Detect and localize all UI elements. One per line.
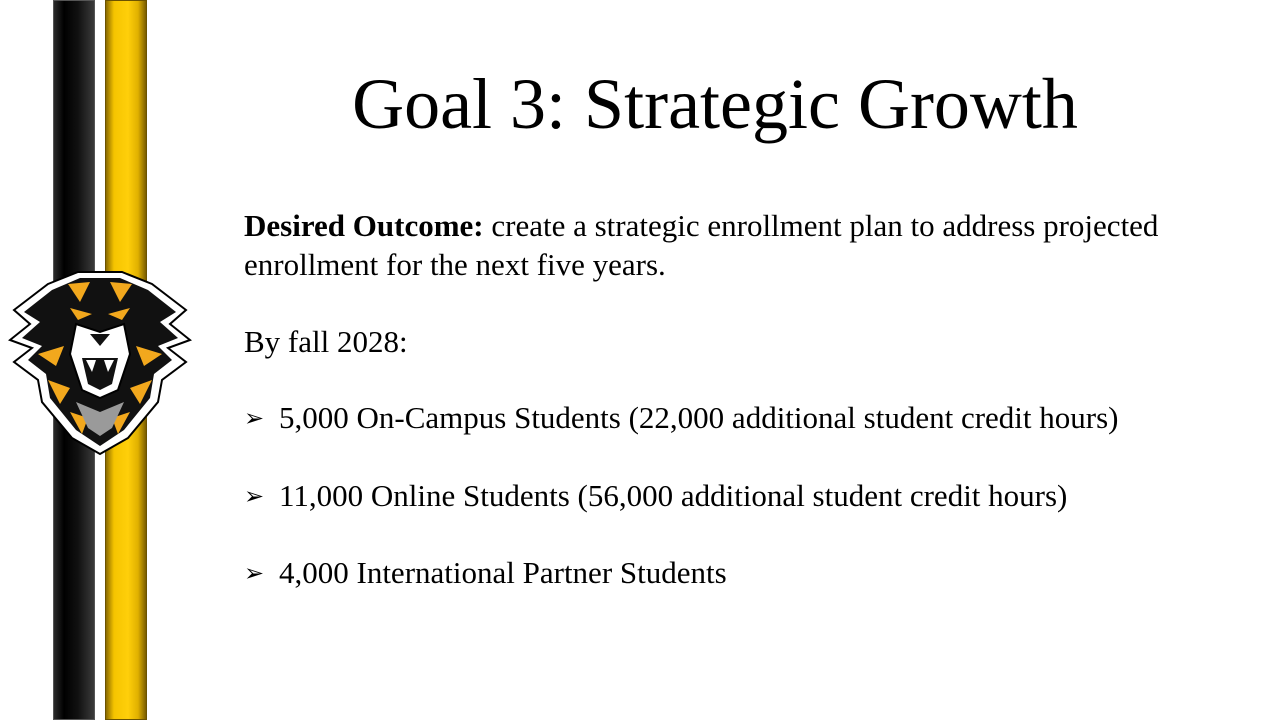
desired-outcome-label: Desired Outcome: bbox=[244, 208, 484, 243]
arrow-bullet-icon: ➢ bbox=[244, 561, 265, 587]
slide-title: Goal 3: Strategic Growth bbox=[352, 64, 1078, 144]
bullet-text: 5,000 On-Campus Students (22,000 additional student credit hours) bbox=[279, 400, 1119, 435]
bullet-text: 4,000 International Partner Students bbox=[279, 555, 727, 590]
bullet-item bbox=[244, 398, 1254, 439]
bullet-item bbox=[244, 476, 1254, 517]
bullet-item bbox=[244, 553, 1254, 594]
bullet-text: 11,000 Online Students (56,000 additional student credit hours) bbox=[279, 478, 1068, 513]
arrow-bullet-icon: ➢ bbox=[244, 484, 265, 510]
by-fall-heading: By fall 2028: bbox=[244, 324, 408, 359]
arrow-bullet-icon: ➢ bbox=[244, 406, 265, 432]
desired-outcome-paragraph bbox=[244, 206, 1254, 284]
tiger-mascot-icon bbox=[8, 262, 192, 458]
desired-outcome-text: create a strategic enrollment plan to address projected enrollment for the next five years. bbox=[244, 208, 1159, 282]
